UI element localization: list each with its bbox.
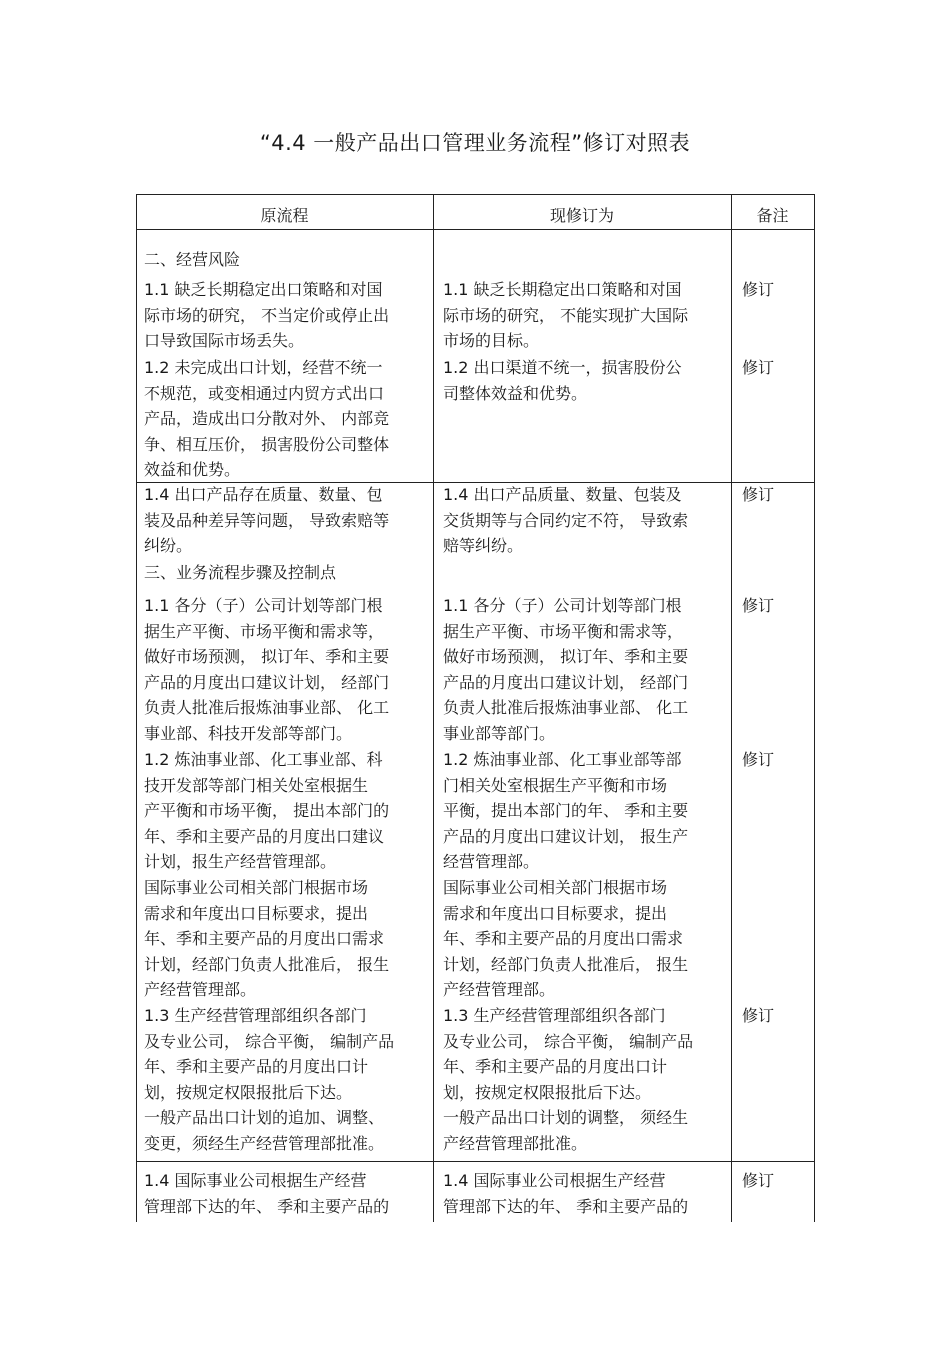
text-line: 一般产品出口计划的调整， 须经生 (443, 1108, 689, 1128)
right-block-1 (443, 277, 688, 354)
text-line: 及专业公司， 综合平衡， 编制产品 (144, 1031, 395, 1051)
text-line: 平衡，提出本部门的年、 季和主要 (443, 801, 689, 821)
text-line: 1.1 缺乏长期稳定出口策略和对国 (443, 280, 682, 299)
left-block-5 (144, 593, 389, 747)
text-line: 1.4 出口产品质量、数量、包装及 (443, 485, 682, 504)
text-line: 产经营管理部。 (144, 980, 257, 1000)
text-line: 1.1 各分（子）公司计划等部门根 (443, 596, 682, 615)
text-line: 产经营管理部批准。 (443, 1133, 588, 1153)
text-line: 口导致国际市场丢失。 (144, 331, 305, 351)
text-line: 司整体效益和优势。 (443, 383, 588, 403)
page-title: “4.4 一般产品出口管理业务流程”修订对照表 (259, 131, 691, 155)
note-revised: 修订 (742, 358, 775, 377)
table-border-top (136, 194, 814, 195)
text-line: 1.2 出口渠道不统一，损害股份公 (443, 358, 682, 377)
right-block-5 (443, 593, 688, 747)
text-line: 划，按规定权限报批后下达。 (144, 1082, 353, 1102)
text-line: 划，按规定权限报批后下达。 (443, 1082, 652, 1102)
text-line: 国际事业公司相关部门根据市场 (144, 877, 369, 897)
note-revised: 修订 (742, 280, 775, 299)
header-divider (136, 229, 814, 230)
text-line: 产品，造成出口分散对外、 内部竞 (144, 409, 390, 429)
text-line: 赔等纠纷。 (443, 536, 524, 556)
column-divider (731, 194, 732, 1222)
text-line: 经营管理部。 (443, 852, 540, 872)
text-line: 产品的月度出口建议计划， 经部门 (144, 672, 390, 692)
text-line: 一般产品出口计划的追加、调整、 (144, 1108, 385, 1128)
row-divider (136, 1161, 814, 1162)
text-line: 际市场的研究， 不当定价或停止出 (144, 305, 390, 325)
note-revised: 修订 (742, 1006, 775, 1025)
right-block-3 (443, 482, 688, 559)
left-block-3 (144, 482, 389, 559)
text-line: 年、季和主要产品的月度出口需求 (443, 929, 684, 949)
text-line: 国际事业公司相关部门根据市场 (443, 877, 668, 897)
text-line: 1.1 缺乏长期稳定出口策略和对国 (144, 280, 383, 299)
table-border-left (136, 194, 137, 1222)
text-line: 不规范，或变相通过内贸方式出口 (144, 383, 385, 403)
left-block-8 (144, 1168, 389, 1219)
text-line: 年、季和主要产品的月度出口计 (443, 1057, 668, 1077)
text-line: 1.2 未完成出口计划，经营不统一 (144, 358, 383, 377)
text-line: 1.4 国际事业公司根据生产经营 (144, 1171, 367, 1190)
text-line: 做好市场预测， 拟订年、季和主要 (443, 647, 689, 667)
text-line: 装及品种差异等问题， 导致索赔等 (144, 510, 390, 530)
text-line: 1.3 生产经营管理部组织各部门 (144, 1006, 367, 1025)
right-block-8 (443, 1168, 688, 1219)
header-original: 原流程 (260, 206, 309, 225)
text-line: 市场的目标。 (443, 331, 540, 351)
left-block-2 (144, 355, 389, 483)
text-line: 负责人批准后报炼油事业部、 化工 (443, 698, 689, 718)
table-border-right (814, 194, 815, 1222)
text-line: 负责人批准后报炼油事业部、 化工 (144, 698, 390, 718)
note-revised: 修订 (742, 750, 775, 769)
text-line: 年、季和主要产品的月度出口计 (144, 1057, 369, 1077)
text-line: 据生产平衡、市场平衡和需求等， (144, 621, 385, 641)
left-block-4 (144, 560, 336, 586)
text-line: 做好市场预测， 拟订年、季和主要 (144, 647, 390, 667)
text-line: 产平衡和市场平衡， 提出本部门的 (144, 801, 390, 821)
text-line: 1.2 炼油事业部、化工事业部、科 (144, 750, 383, 769)
text-line: 二、经营风险 (144, 250, 241, 269)
note-revised: 修订 (742, 1171, 775, 1190)
text-line: 事业部等部门。 (443, 723, 556, 743)
text-line: 计划，报生产经营管理部。 (144, 852, 337, 872)
text-line: 效益和优势。 (144, 460, 241, 480)
text-line: 管理部下达的年、 季和主要产品的 (144, 1196, 390, 1216)
header-note: 备注 (756, 206, 789, 225)
section-heading: 三、业务流程步骤及控制点 (144, 563, 337, 582)
text-line: 及专业公司， 综合平衡， 编制产品 (443, 1031, 694, 1051)
text-line: 需求和年度出口目标要求，提出 (443, 903, 668, 923)
text-line: 事业部、科技开发部等部门。 (144, 723, 353, 743)
text-line: 产品的月度出口建议计划， 报生产 (443, 826, 689, 846)
text-line: 年、季和主要产品的月度出口需求 (144, 929, 385, 949)
text-line: 纠纷。 (144, 536, 193, 556)
column-divider (433, 194, 434, 1222)
note-revised: 修订 (742, 485, 775, 504)
text-line: 门相关处室根据生产平衡和市场 (443, 775, 668, 795)
right-block-7 (443, 1003, 693, 1157)
right-block-2 (443, 355, 682, 406)
text-line: 技开发部等部门相关处室根据生 (144, 775, 369, 795)
text-line: 产品的月度出口建议计划， 经部门 (443, 672, 689, 692)
text-line: 管理部下达的年、 季和主要产品的 (443, 1196, 689, 1216)
header-revised: 现修订为 (549, 206, 614, 225)
left-block-7 (144, 1003, 394, 1157)
text-line: 1.4 国际事业公司根据生产经营 (443, 1171, 666, 1190)
left-block-6 (144, 747, 389, 1003)
right-block-6 (443, 747, 688, 1003)
text-line: 1.1 各分（子）公司计划等部门根 (144, 596, 383, 615)
note-revised: 修订 (742, 596, 775, 615)
left-block-1 (144, 277, 389, 354)
text-line: 1.3 生产经营管理部组织各部门 (443, 1006, 666, 1025)
text-line: 争、相互压价， 损害股份公司整体 (144, 434, 390, 454)
text-line: 变更，须经生产经营管理部批准。 (144, 1133, 385, 1153)
text-line: 需求和年度出口目标要求，提出 (144, 903, 369, 923)
text-line: 1.2 炼油事业部、化工事业部等部 (443, 750, 682, 769)
text-line: 交货期等与合同约定不符， 导致索 (443, 510, 689, 530)
text-line: 计划，经部门负责人批准后， 报生 (144, 954, 390, 974)
text-line: 年、季和主要产品的月度出口建议 (144, 826, 385, 846)
text-line: 据生产平衡、市场平衡和需求等， (443, 621, 684, 641)
text-line: 1.4 出口产品存在质量、数量、包 (144, 485, 383, 504)
text-line: 际市场的研究， 不能实现扩大国际 (443, 305, 689, 325)
text-line: 计划，经部门负责人批准后， 报生 (443, 954, 689, 974)
text-line: 产经营管理部。 (443, 980, 556, 1000)
left-block-0 (144, 247, 240, 273)
